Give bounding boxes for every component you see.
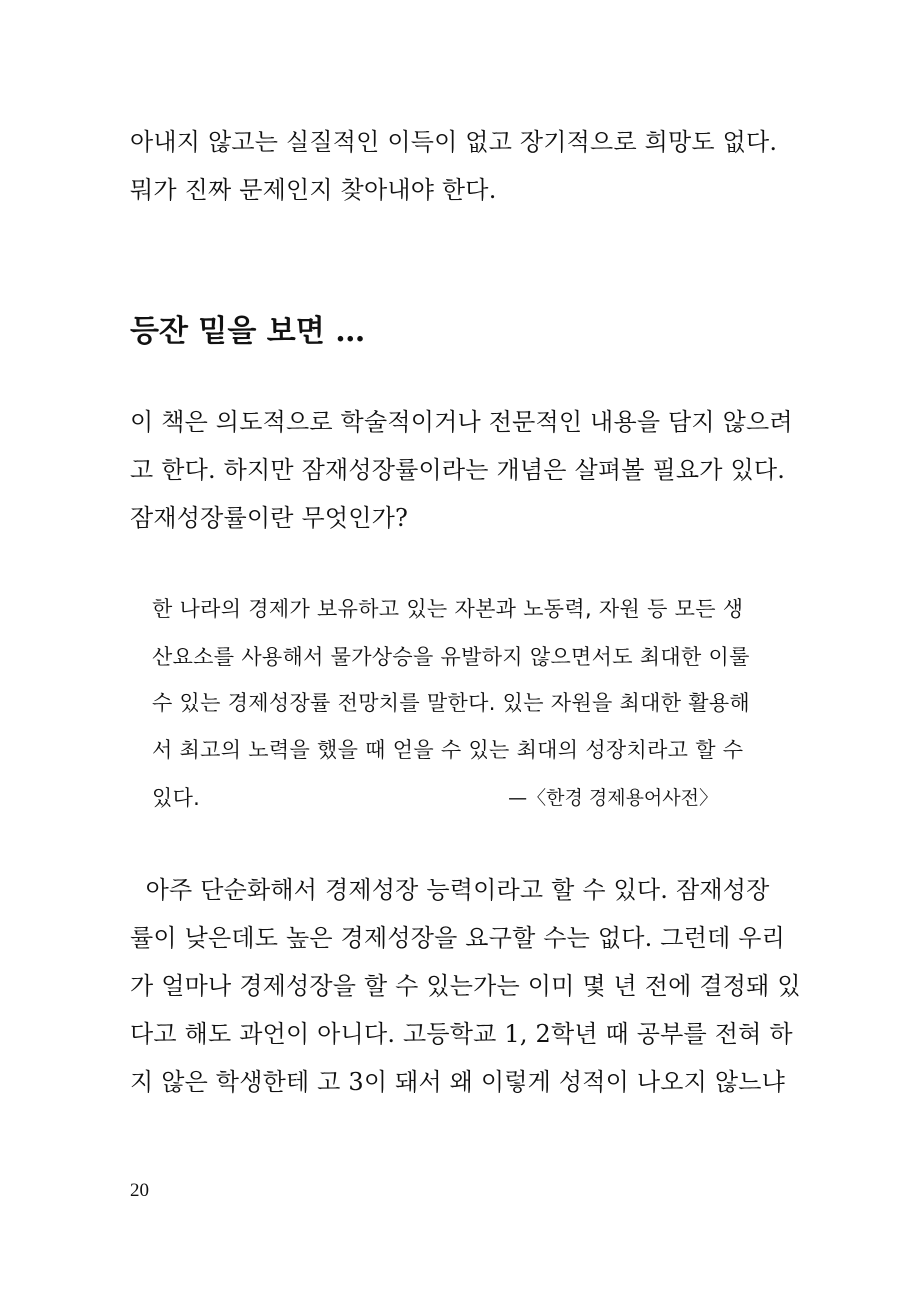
quote-line-2: 산요소를 사용해서 물가상승을 유발하지 않으면서도 최대한 이룰 <box>152 645 750 669</box>
intro-line-1: 아내지 않고는 실질적인 이득이 없고 장기적으로 희망도 없다. <box>130 128 778 156</box>
intro-line-2: 뭐가 진짜 문제인지 찾아내야 한다. <box>130 176 497 204</box>
quote-line-3: 수 있는 경제성장률 전망치를 말한다. 있는 자원을 최대한 활용해 <box>152 691 751 715</box>
page-number: 20 <box>130 1180 149 1201</box>
section-heading: 등잔 밑을 보면 … <box>130 314 366 349</box>
quote-line-4: 서 최고의 노력을 했을 때 얻을 수 있는 최대의 성장치라고 할 수 <box>152 738 744 762</box>
paragraph-2-line-2: 률이 낮은데도 높은 경제성장을 요구할 수는 없다. 그런데 우리 <box>130 924 786 952</box>
quote-source: —〈한경 경제용어사전〉 <box>508 787 718 809</box>
paragraph-2-line-3: 가 얼마나 경제성장을 할 수 있는가는 이미 몇 년 전에 결정돼 있 <box>130 972 801 1000</box>
paragraph-1-line-1: 이 책은 의도적으로 학술적이거나 전문적인 내용을 담지 않으려 <box>130 408 793 436</box>
quote-line-1: 한 나라의 경제가 보유하고 있는 자본과 노동력, 자원 등 모든 생 <box>152 597 744 621</box>
paragraph-1-line-2: 고 한다. 하지만 잠재성장률이라는 개념은 살펴볼 필요가 있다. <box>130 456 786 484</box>
paragraph-1-line-3: 잠재성장률이란 무엇인가? <box>130 504 409 532</box>
quote-line-5: 있다. <box>152 786 201 810</box>
paragraph-2-line-4: 다고 해도 과언이 아니다. 고등학교 1, 2학년 때 공부를 전혀 하 <box>130 1020 793 1048</box>
paragraph-2-line-5: 지 않은 학생한테 고 3이 돼서 왜 이렇게 성적이 나오지 않느냐 <box>130 1068 785 1096</box>
paragraph-2-line-1: 아주 단순화해서 경제성장 능력이라고 할 수 있다. 잠재성장 <box>130 876 770 904</box>
